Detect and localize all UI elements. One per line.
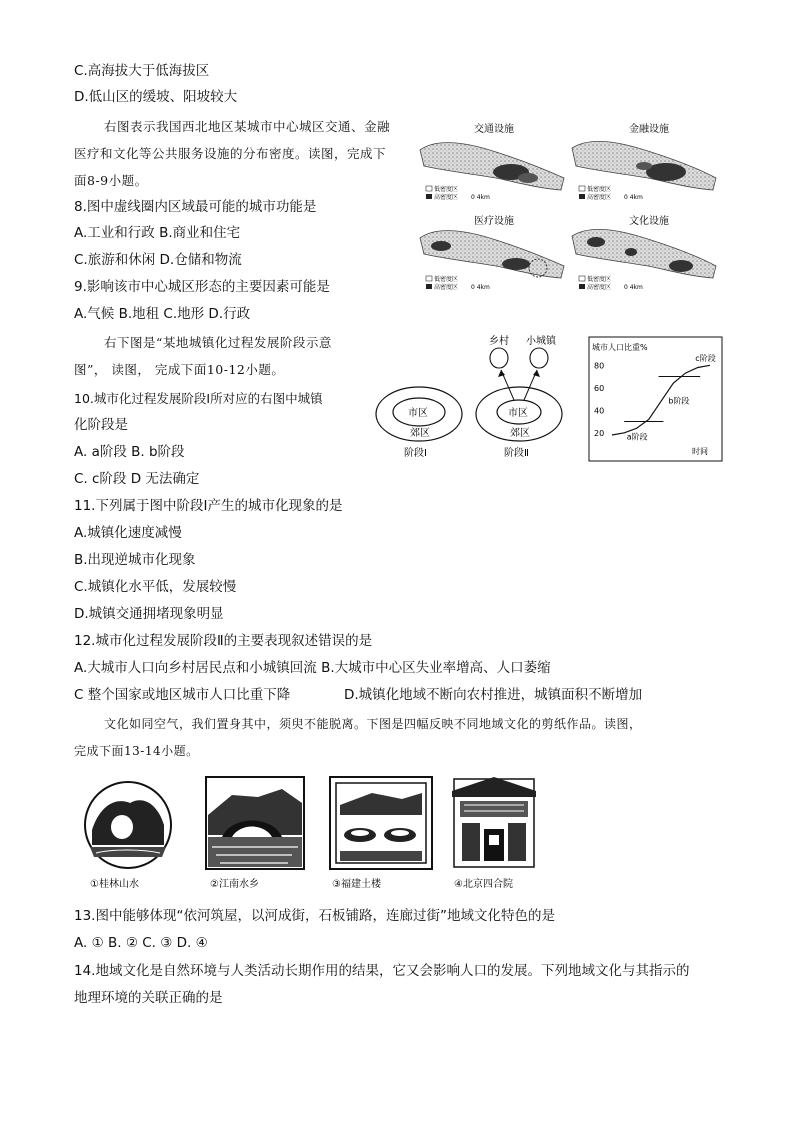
town-node [530, 348, 548, 368]
stage-annotation: b阶段 [668, 396, 690, 406]
question-10-line1: 10.城市化过程发展阶段Ⅰ所对应的右图中城镇 [74, 391, 323, 406]
question-11-option-a: A.城镇化速度减慢 [74, 525, 182, 541]
stage-2-label: 阶段Ⅱ [504, 448, 529, 459]
facility-density-maps [416, 120, 724, 300]
stage-2-diagram [476, 334, 562, 459]
urbanization-stage-diagram [374, 332, 580, 462]
intro-8-9-line3: 面8-9小题。 [74, 173, 148, 188]
question-8-options-ab: A.工业和行政 B.商业和住宅 [74, 225, 241, 241]
map-traffic-title: 交通设施 [474, 124, 514, 135]
map-medical-legend-low: 低密度区 [434, 276, 459, 283]
question-11-option-d: D.城镇交通拥堵现象明显 [74, 606, 224, 622]
stage-1-city-label: 市区 [408, 408, 428, 419]
stage-2-suburb-label: 郊区 [510, 428, 530, 439]
map-traffic [420, 122, 564, 201]
y-tick-label: 80 [594, 361, 605, 371]
y-tick-label: 20 [594, 428, 605, 438]
y-axis-ticks [594, 361, 604, 438]
map-culture-title: 文化设施 [629, 216, 669, 227]
intro-13-14-line2: 完成下面13-14小题。 [74, 744, 199, 758]
question-11-option-b: B.出现逆城市化现象 [74, 552, 196, 568]
intro-8-9-line1: 右图表示我国西北地区某城市中心城区交通、金融 [104, 119, 391, 134]
map-traffic-legend-low: 低密度区 [434, 186, 459, 193]
stage-1-label: 阶段Ⅰ [404, 448, 427, 459]
map-medical-legend-high: 高密度区 [434, 284, 459, 291]
map-medical-title: 医疗设施 [474, 216, 514, 227]
map-medical-scale: 0 4km [471, 284, 490, 291]
papercut-siheyuan-caption: ④北京四合院 [454, 879, 513, 890]
map-finance-legend-low: 低密度区 [587, 186, 612, 193]
papercut-artworks [82, 775, 542, 897]
urbanization-curve [612, 365, 710, 435]
question-12: 12.城市化过程发展阶段Ⅱ的主要表现叙述错误的是 [74, 633, 373, 649]
question-13-options: A. ① B. ② C. ③ D. ④ [74, 935, 208, 951]
papercut-guilin [85, 782, 171, 890]
question-9: 9.影响该市中心城区形态的主要因素可能是 [74, 279, 330, 295]
option-c: C.高海拔大于低海拔区 [74, 63, 210, 79]
village-label: 乡村 [489, 336, 509, 347]
question-8: 8.图中虚线圈内区域最可能的城市功能是 [74, 199, 317, 215]
map-culture [572, 214, 716, 291]
y-tick-label: 40 [594, 406, 605, 416]
map-culture-legend-high: 高密度区 [587, 284, 612, 291]
map-culture-scale: 0 4km [624, 284, 643, 291]
papercut-siheyuan [452, 777, 536, 890]
intro-10-12-line1: 右下图是“某地城镇化过程发展阶段示意 [104, 335, 332, 350]
map-finance-legend-high: 高密度区 [587, 194, 612, 201]
stage-annotation: c阶段 [695, 353, 716, 363]
question-12-options-ab: A.大城市人口向乡村居民点和小城镇回流 B.大城市中心区失业率增高、人口萎缩 [74, 660, 551, 676]
question-10-options-ab: A. a阶段 B. b阶段 [74, 444, 185, 460]
map-traffic-scale: 0 4km [471, 194, 490, 201]
map-finance-title: 金融设施 [629, 124, 669, 135]
papercut-jiangnan [206, 777, 304, 890]
y-tick-label: 60 [594, 383, 605, 393]
question-10-options-cd: C. c阶段 D 无法确定 [74, 471, 200, 487]
question-9-options: A.气候 B.地租 C.地形 D.行政 [74, 306, 251, 322]
option-d: D.低山区的缓坡、阳坡较大 [74, 89, 238, 105]
question-10-line2: 化阶段是 [74, 417, 128, 433]
question-14-line1: 14.地域文化是自然环境与人类活动长期作用的结果，它又会影响人口的发展。下列地域文化与其指示的 [74, 963, 690, 979]
chart-ylabel: 城市人口比重% [592, 343, 648, 352]
question-14-line2: 地理环境的关联正确的是 [74, 990, 223, 1006]
map-culture-legend-low: 低密度区 [587, 276, 612, 283]
stage-2-city-label: 市区 [508, 408, 528, 419]
chart-marks [612, 353, 716, 442]
stage-1-diagram [376, 387, 462, 459]
question-11-option-c: C.城镇化水平低，发展较慢 [74, 579, 237, 595]
stage-annotation: a阶段 [626, 432, 648, 442]
urbanization-curve-chart [588, 336, 724, 464]
map-finance [572, 122, 716, 201]
papercut-tulou-caption: ③福建土楼 [332, 879, 381, 890]
question-11: 11.下列属于图中阶段Ⅰ产生的城市化现象的是 [74, 498, 343, 514]
town-label: 小城镇 [526, 336, 556, 347]
village-node [490, 348, 508, 368]
intro-8-9-line2: 医疗和文化等公共服务设施的分布密度。读图，完成下 [74, 146, 387, 161]
map-traffic-legend-high: 高密度区 [434, 194, 459, 201]
stage-1-suburb-label: 郊区 [410, 428, 430, 439]
intro-10-12-line2: 图”， 读图， 完成下面10-12小题。 [74, 362, 285, 377]
papercut-guilin-caption: ①桂林山水 [90, 879, 139, 890]
papercut-jiangnan-caption: ②江南水乡 [210, 879, 259, 890]
map-medical [420, 214, 564, 291]
chart-xlabel: 时间 [692, 447, 708, 456]
map-finance-scale: 0 4km [624, 194, 643, 201]
question-13: 13.图中能够体现“依河筑屋，以河成街，石板铺路，连廊过街”地域文化特色的是 [74, 908, 555, 924]
question-12-option-d: D.城镇化地域不断向农村推进，城镇面积不断增加 [344, 687, 643, 703]
intro-13-14-line1: 文化如同空气，我们置身其中，须臾不能脱离。下图是四幅反映不同地域文化的剪纸作品。读图， [104, 717, 642, 731]
question-8-options-cd: C.旅游和休闲 D.仓储和物流 [74, 252, 242, 268]
question-12-option-c: C 整个国家或地区城市人口比重下降 [74, 687, 291, 703]
papercut-tulou [330, 777, 432, 890]
